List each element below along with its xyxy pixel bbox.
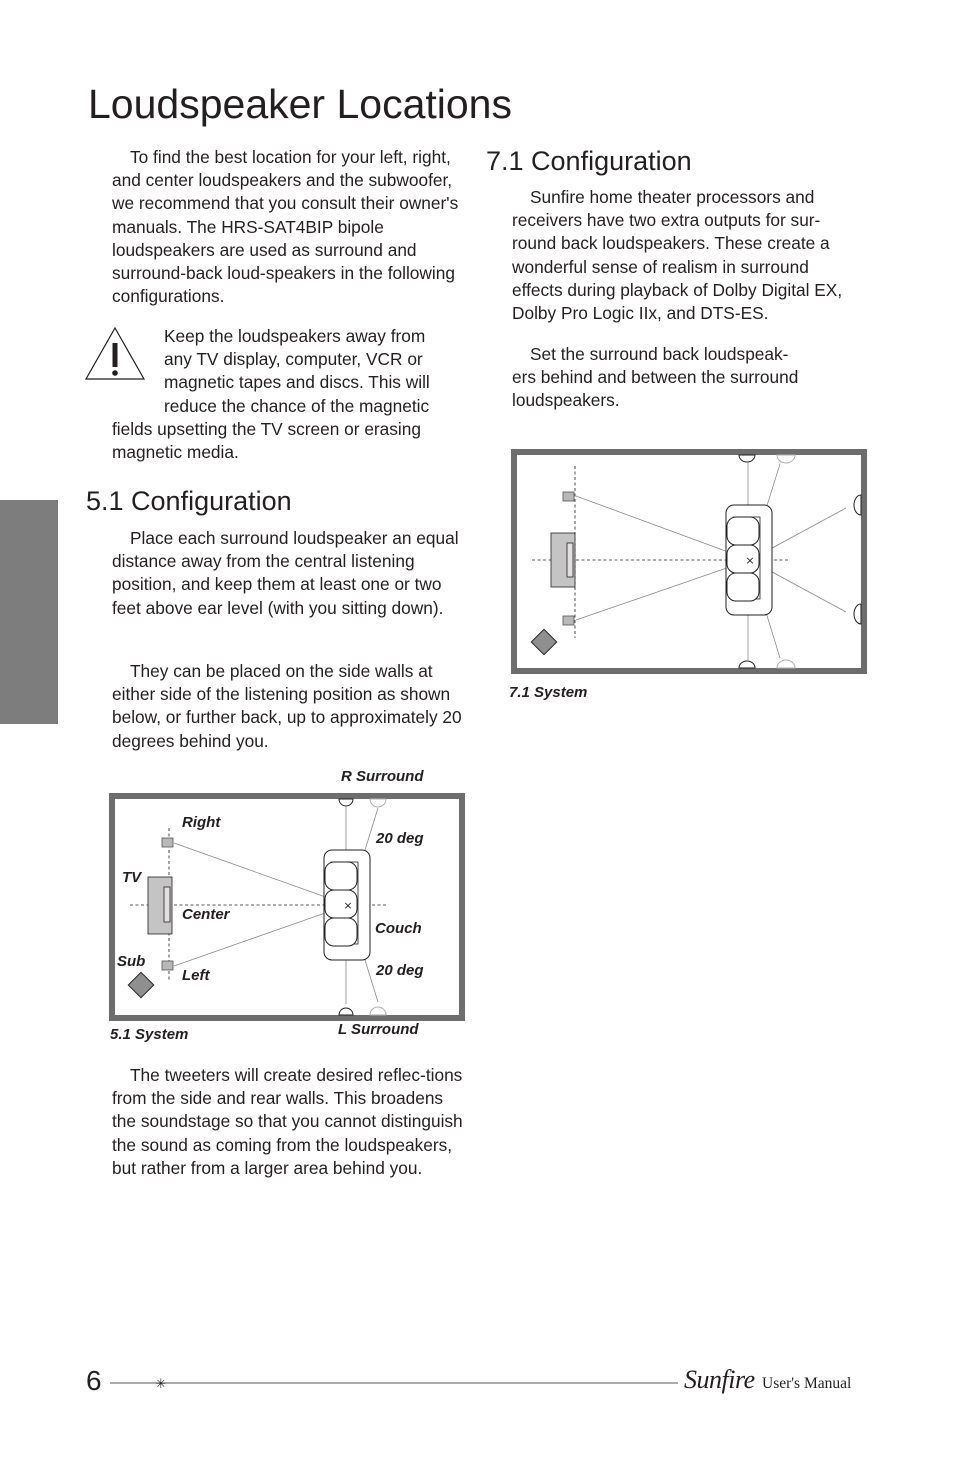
footer-rule: [108, 1374, 680, 1392]
warning-line: Keep the loudspeakers away from: [164, 326, 426, 346]
left-speaker: [162, 961, 173, 970]
diagram-71-system: [510, 448, 868, 676]
label-20deg-top: 20 deg: [376, 830, 424, 847]
page-number: 6: [86, 1365, 102, 1396]
side-tab: [0, 500, 58, 724]
caption-71-system: 7.1 System: [509, 684, 588, 701]
section-51-paragraph-2: They can be placed on the side walls at either side of the listening position as shown below, or further back, up to approximately 20 degrees behind you.: [112, 661, 462, 751]
center-speaker: [164, 887, 170, 922]
label-20deg-bottom: 20 deg: [376, 962, 424, 979]
page-title: Loudspeaker Locations: [88, 81, 512, 127]
warning-line: reduce the chance of the magnetic: [164, 395, 430, 416]
svg-text:×: ×: [343, 899, 353, 912]
left-speaker: [563, 616, 574, 625]
warning-icon: [84, 326, 146, 382]
warning-line: magnetic tapes and discs. This will: [164, 372, 430, 393]
label-center: Center: [182, 906, 230, 923]
label-l-surround: L Surround: [338, 1021, 419, 1038]
paragraph-line: Set the surround back loudspeak-: [530, 344, 789, 364]
right-speaker: [563, 492, 574, 501]
section-71-paragraph-2: [512, 343, 864, 366]
caption-51-system: 5.1 System: [110, 1026, 189, 1043]
label-tv: TV: [122, 869, 142, 886]
warning-text-block: [164, 325, 464, 418]
star-icon: ✳: [155, 1377, 167, 1392]
center-speaker: [567, 543, 573, 577]
section-71-paragraph-1: Sunfire home theater processors and receivers have two extra outputs for sur-round back loudspeakers. These create a wonderful sense of realism in surround effects during playback of Dolby Digital EX, Dolby Pro Logic IIx, and DTS-ES.: [512, 187, 843, 324]
warning-line: any TV display, computer, VCR or: [164, 349, 423, 370]
manual-label: User's Manual: [762, 1375, 852, 1392]
section-71-heading: 7.1 Configuration: [486, 146, 692, 176]
section-51-paragraph-3: The tweeters will create desired reflec-tions from the side and rear walls. This broadens the soundstage so that you cannot distinguish the sound as coming from the loudspeakers, but rather from a larger area behind you.: [112, 1065, 463, 1178]
section-51-heading: 5.1 Configuration: [86, 486, 292, 516]
section-71-paragraph-2-continued: ers behind and between the surround loudspeakers.: [512, 367, 799, 411]
label-couch: Couch: [375, 920, 422, 937]
intro-paragraph: To find the best location for your left, right, and center loudspeakers and the subwoofer, we recommend that you consult their owner's manuals. The HRS-SAT4BIP bipole loudspeakers are used as surround and surround-back loud-speakers in the following configurations.: [112, 147, 459, 307]
warning-text-continued: fields upsetting the TV screen or erasing magnetic media.: [112, 419, 421, 463]
label-left: Left: [182, 967, 210, 984]
section-51-paragraph-1: Place each surround loudspeaker an equal distance away from the central listening position, and keep them at least one or two feet above ear level (with you sitting down).: [112, 528, 459, 618]
svg-text:×: ×: [745, 554, 755, 567]
label-sub: Sub: [117, 953, 146, 970]
brand-logo: Sunfire: [684, 1365, 755, 1394]
label-right: Right: [182, 814, 221, 831]
diagram-51-system: [108, 792, 466, 1024]
right-speaker: [162, 838, 173, 847]
label-r-surround: R Surround: [341, 768, 424, 785]
